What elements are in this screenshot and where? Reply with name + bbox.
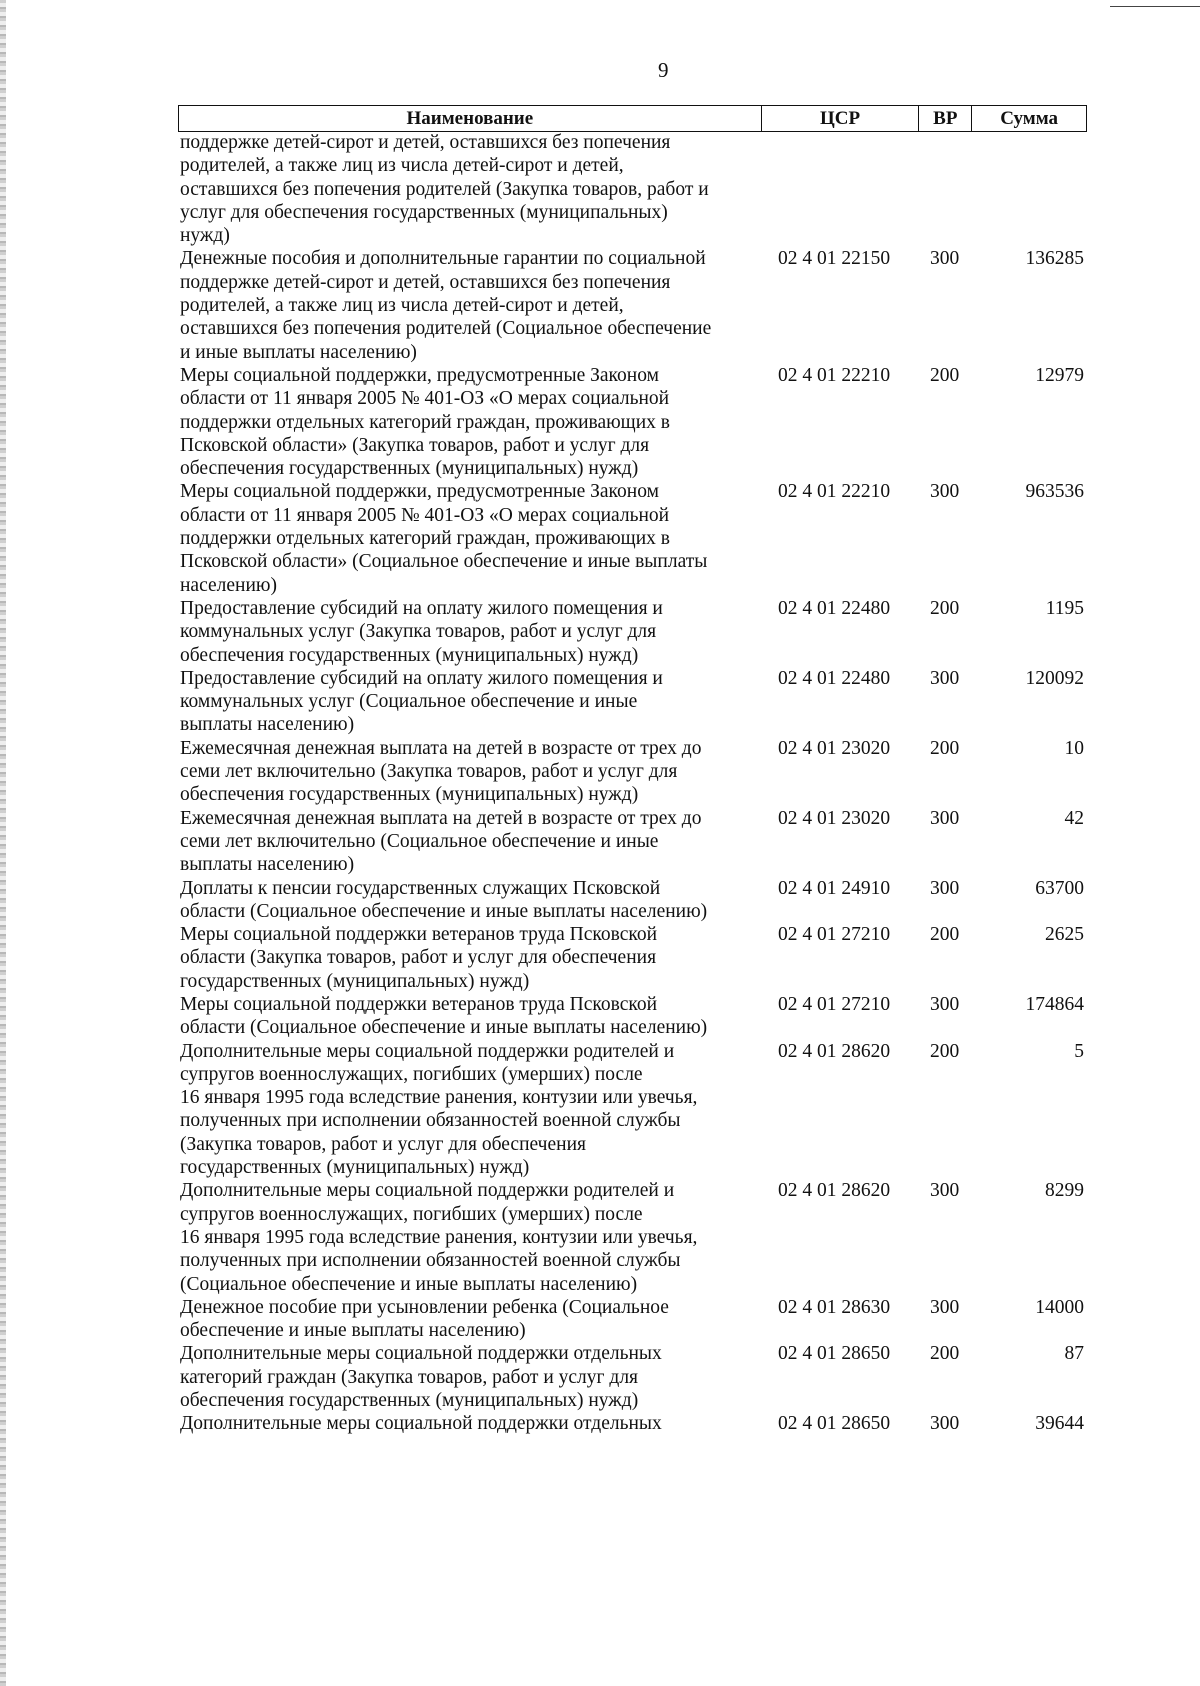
row-csr: 02 4 01 22150 bbox=[778, 248, 891, 270]
row-name-line: семи лет включительно (Закупка товаров, работ и услуг для bbox=[180, 761, 678, 783]
row-csr: 02 4 01 28650 bbox=[778, 1343, 891, 1365]
row-sum: 2625 bbox=[1045, 924, 1084, 946]
row-vr: 300 bbox=[930, 481, 960, 503]
row-name-line: Меры социальной поддержки ветеранов труда Псковской bbox=[180, 924, 658, 946]
row-name bbox=[180, 667, 764, 737]
table-row bbox=[180, 131, 1080, 247]
header-sum: Сумма bbox=[1000, 107, 1059, 129]
row-name-line: поддержки отдельных категорий граждан, проживающих в bbox=[180, 411, 670, 433]
row-sum: 136285 bbox=[1025, 248, 1084, 270]
row-name-line: государственных (муниципальных) нужд) bbox=[180, 1157, 530, 1179]
row-name-line: Предоставление субсидий на оплату жилого помещения и bbox=[180, 667, 663, 689]
row-name-line: населению) bbox=[180, 574, 277, 596]
row-name-line: обеспечения государственных (муниципальных) нужд) bbox=[180, 784, 639, 806]
table-row bbox=[180, 877, 1084, 924]
row-name bbox=[180, 993, 764, 1040]
row-vr: 300 bbox=[930, 877, 960, 899]
table-row bbox=[180, 597, 1084, 667]
row-name bbox=[180, 131, 764, 247]
row-name bbox=[180, 1296, 764, 1343]
row-name-line: Меры социальной поддержки, предусмотренные Законом bbox=[180, 481, 659, 503]
row-name-line: области от 11 января 2005 № 401-ОЗ «О мерах социальной bbox=[180, 504, 670, 526]
row-name-line: обеспечения государственных (муниципальных) нужд) bbox=[180, 458, 639, 480]
row-sum: 10 bbox=[1064, 737, 1084, 759]
row-name-line: выплаты населению) bbox=[180, 854, 355, 876]
row-csr: 02 4 01 22480 bbox=[778, 667, 891, 689]
row-name-line: Доплаты к пенсии государственных служащих Псковской bbox=[180, 877, 661, 899]
row-vr: 200 bbox=[930, 737, 960, 759]
table-row bbox=[180, 1296, 1084, 1343]
table-row bbox=[180, 480, 1084, 596]
row-csr: 02 4 01 22480 bbox=[778, 597, 891, 619]
row-sum: 14000 bbox=[1035, 1296, 1084, 1318]
row-name-line: Денежные пособия и дополнительные гарантии по социальной bbox=[180, 248, 706, 270]
row-name-line: области (Закупка товаров, работ и услуг для обеспечения bbox=[180, 947, 657, 969]
row-name-line: Меры социальной поддержки, предусмотренные Законом bbox=[180, 364, 659, 386]
row-name-line: выплаты населению) bbox=[180, 714, 355, 736]
row-csr: 02 4 01 28620 bbox=[778, 1180, 891, 1202]
row-name bbox=[180, 597, 764, 667]
row-sum: 39644 bbox=[1035, 1413, 1084, 1435]
row-name-line: Ежемесячная денежная выплата на детей в возрасте от трех до bbox=[180, 737, 702, 759]
row-name-line: категорий граждан (Закупка товаров, работ и услуг для bbox=[180, 1366, 639, 1388]
row-name-line: Ежемесячная денежная выплата на детей в возрасте от трех до bbox=[180, 807, 702, 829]
row-name bbox=[180, 480, 764, 596]
row-name-line: области (Социальное обеспечение и иные выплаты населению) bbox=[180, 900, 708, 922]
row-name-line: супругов военнослужащих, погибших (умерших) после bbox=[180, 1203, 643, 1225]
table-row bbox=[180, 1179, 1084, 1295]
row-csr: 02 4 01 23020 bbox=[778, 807, 891, 829]
row-sum: 8299 bbox=[1045, 1180, 1084, 1202]
row-vr: 300 bbox=[930, 248, 960, 270]
row-name-line: 16 января 1995 года вследствие ранения, контузии или увечья, bbox=[180, 1087, 698, 1109]
row-name-line: оставшихся без попечения родителей (Закупка товаров, работ и bbox=[180, 178, 709, 200]
row-vr: 200 bbox=[930, 597, 960, 619]
table-row bbox=[180, 364, 1084, 480]
table-row bbox=[180, 1412, 1084, 1435]
row-name-line: оставшихся без попечения родителей (Социальное обеспечение bbox=[180, 318, 712, 340]
row-name-line: Предоставление субсидий на оплату жилого помещения и bbox=[180, 597, 663, 619]
row-name-line: Дополнительные меры социальной поддержки отдельных bbox=[180, 1413, 662, 1435]
row-sum: 87 bbox=[1064, 1343, 1084, 1365]
row-name bbox=[180, 877, 764, 924]
row-name-line: обеспечения государственных (муниципальных) нужд) bbox=[180, 1390, 639, 1412]
row-csr: 02 4 01 27210 bbox=[778, 924, 891, 946]
row-name-line: Псковской области» (Закупка товаров, работ и услуг для bbox=[180, 434, 650, 456]
row-name bbox=[180, 247, 764, 363]
row-vr: 200 bbox=[930, 1040, 960, 1062]
row-name-line: области (Социальное обеспечение и иные выплаты населению) bbox=[180, 1017, 708, 1039]
row-name-line: области от 11 января 2005 № 401-ОЗ «О мерах социальной bbox=[180, 388, 670, 410]
row-sum: 63700 bbox=[1035, 877, 1084, 899]
row-name bbox=[180, 364, 764, 480]
table-row bbox=[180, 923, 1084, 993]
row-name-line: Меры социальной поддержки ветеранов труда Псковской bbox=[180, 993, 658, 1015]
row-name-line: Псковской области» (Социальное обеспечение и иные выплаты bbox=[180, 551, 708, 573]
row-name-line: (Закупка товаров, работ и услуг для обеспечения bbox=[180, 1133, 586, 1155]
row-sum: 12979 bbox=[1035, 364, 1084, 386]
row-name-line: Дополнительные меры социальной поддержки родителей и bbox=[180, 1040, 675, 1062]
row-vr: 200 bbox=[930, 924, 960, 946]
row-sum: 1195 bbox=[1045, 597, 1084, 619]
row-csr: 02 4 01 28630 bbox=[778, 1296, 891, 1318]
row-name-line: семи лет включительно (Социальное обеспечение и иные bbox=[180, 830, 659, 852]
row-sum: 963536 bbox=[1025, 481, 1084, 503]
row-vr: 200 bbox=[930, 1343, 960, 1365]
header-vr: ВР bbox=[919, 106, 972, 131]
row-name bbox=[180, 1412, 764, 1435]
row-name-line: родителей, а также лиц из числа детей-сирот и детей, bbox=[180, 155, 624, 177]
row-name-line: полученных при исполнении обязанностей военной службы bbox=[180, 1250, 681, 1272]
row-vr: 300 bbox=[930, 993, 960, 1015]
row-csr: 02 4 01 23020 bbox=[778, 737, 891, 759]
table-body bbox=[180, 131, 1084, 1436]
row-csr: 02 4 01 27210 bbox=[778, 993, 891, 1015]
row-name-line: полученных при исполнении обязанностей военной службы bbox=[180, 1110, 681, 1132]
table-row bbox=[180, 1342, 1084, 1412]
table-header bbox=[178, 105, 1087, 132]
row-name-line: 16 января 1995 года вследствие ранения, контузии или увечья, bbox=[180, 1226, 698, 1248]
table-row bbox=[180, 667, 1084, 737]
row-name-line: нужд) bbox=[180, 225, 230, 247]
table-row bbox=[180, 737, 1084, 807]
row-name-line: услуг для обеспечения государственных (муниципальных) bbox=[180, 201, 668, 223]
row-csr: 02 4 01 22210 bbox=[778, 481, 891, 503]
row-vr: 200 bbox=[930, 364, 960, 386]
row-vr: 300 bbox=[930, 1296, 960, 1318]
row-name-line: поддержке детей-сирот и детей, оставшихся без попечения bbox=[180, 271, 671, 293]
row-name-line: (Социальное обеспечение и иные выплаты населению) bbox=[180, 1273, 638, 1295]
row-csr: 02 4 01 22210 bbox=[778, 364, 891, 386]
row-name-line: поддержке детей-сирот и детей, оставшихся без попечения bbox=[180, 132, 671, 153]
row-name bbox=[180, 1179, 764, 1295]
row-name-line: обеспечения государственных (муниципальных) нужд) bbox=[180, 644, 639, 666]
row-name bbox=[180, 923, 764, 993]
row-name-line: коммунальных услуг (Закупка товаров, работ и услуг для bbox=[180, 621, 657, 643]
row-csr: 02 4 01 28650 bbox=[778, 1413, 891, 1435]
row-sum: 120092 bbox=[1025, 667, 1084, 689]
table-row bbox=[180, 807, 1084, 877]
row-name-line: обеспечение и иные выплаты населению) bbox=[180, 1320, 526, 1342]
row-name-line: коммунальных услуг (Социальное обеспечение и иные bbox=[180, 691, 638, 713]
row-sum: 174864 bbox=[1025, 993, 1084, 1015]
row-name-line: родителей, а также лиц из числа детей-сирот и детей, bbox=[180, 295, 624, 317]
scan-mark bbox=[1110, 6, 1200, 7]
row-name-line: супругов военнослужащих, погибших (умерших) после bbox=[180, 1063, 643, 1085]
page-number: 9 bbox=[658, 58, 669, 82]
row-csr: 02 4 01 28620 bbox=[778, 1040, 891, 1062]
row-name bbox=[180, 1040, 764, 1180]
header-name: Наименование bbox=[179, 106, 762, 131]
table-row bbox=[180, 993, 1084, 1040]
row-name-line: поддержки отдельных категорий граждан, проживающих в bbox=[180, 528, 670, 550]
row-name-line: государственных (муниципальных) нужд) bbox=[180, 970, 530, 992]
row-sum: 42 bbox=[1064, 807, 1084, 829]
row-name-line: Дополнительные меры социальной поддержки отдельных bbox=[180, 1343, 662, 1365]
table-row bbox=[180, 1040, 1084, 1180]
scan-edge bbox=[0, 0, 6, 1686]
row-vr: 300 bbox=[930, 1180, 960, 1202]
row-vr: 300 bbox=[930, 1413, 960, 1435]
row-name-line: Денежное пособие при усыновлении ребенка (Социальное bbox=[180, 1296, 669, 1318]
row-vr: 300 bbox=[930, 807, 960, 829]
row-name bbox=[180, 737, 764, 807]
row-name bbox=[180, 807, 764, 877]
table-row bbox=[180, 247, 1084, 363]
header-csr: ЦСР bbox=[762, 106, 920, 131]
row-name-line: Дополнительные меры социальной поддержки родителей и bbox=[180, 1180, 675, 1202]
row-sum: 5 bbox=[1074, 1040, 1084, 1062]
row-csr: 02 4 01 24910 bbox=[778, 877, 891, 899]
row-name bbox=[180, 1342, 764, 1412]
row-name-line: и иные выплаты населению) bbox=[180, 341, 417, 363]
row-vr: 300 bbox=[930, 667, 960, 689]
